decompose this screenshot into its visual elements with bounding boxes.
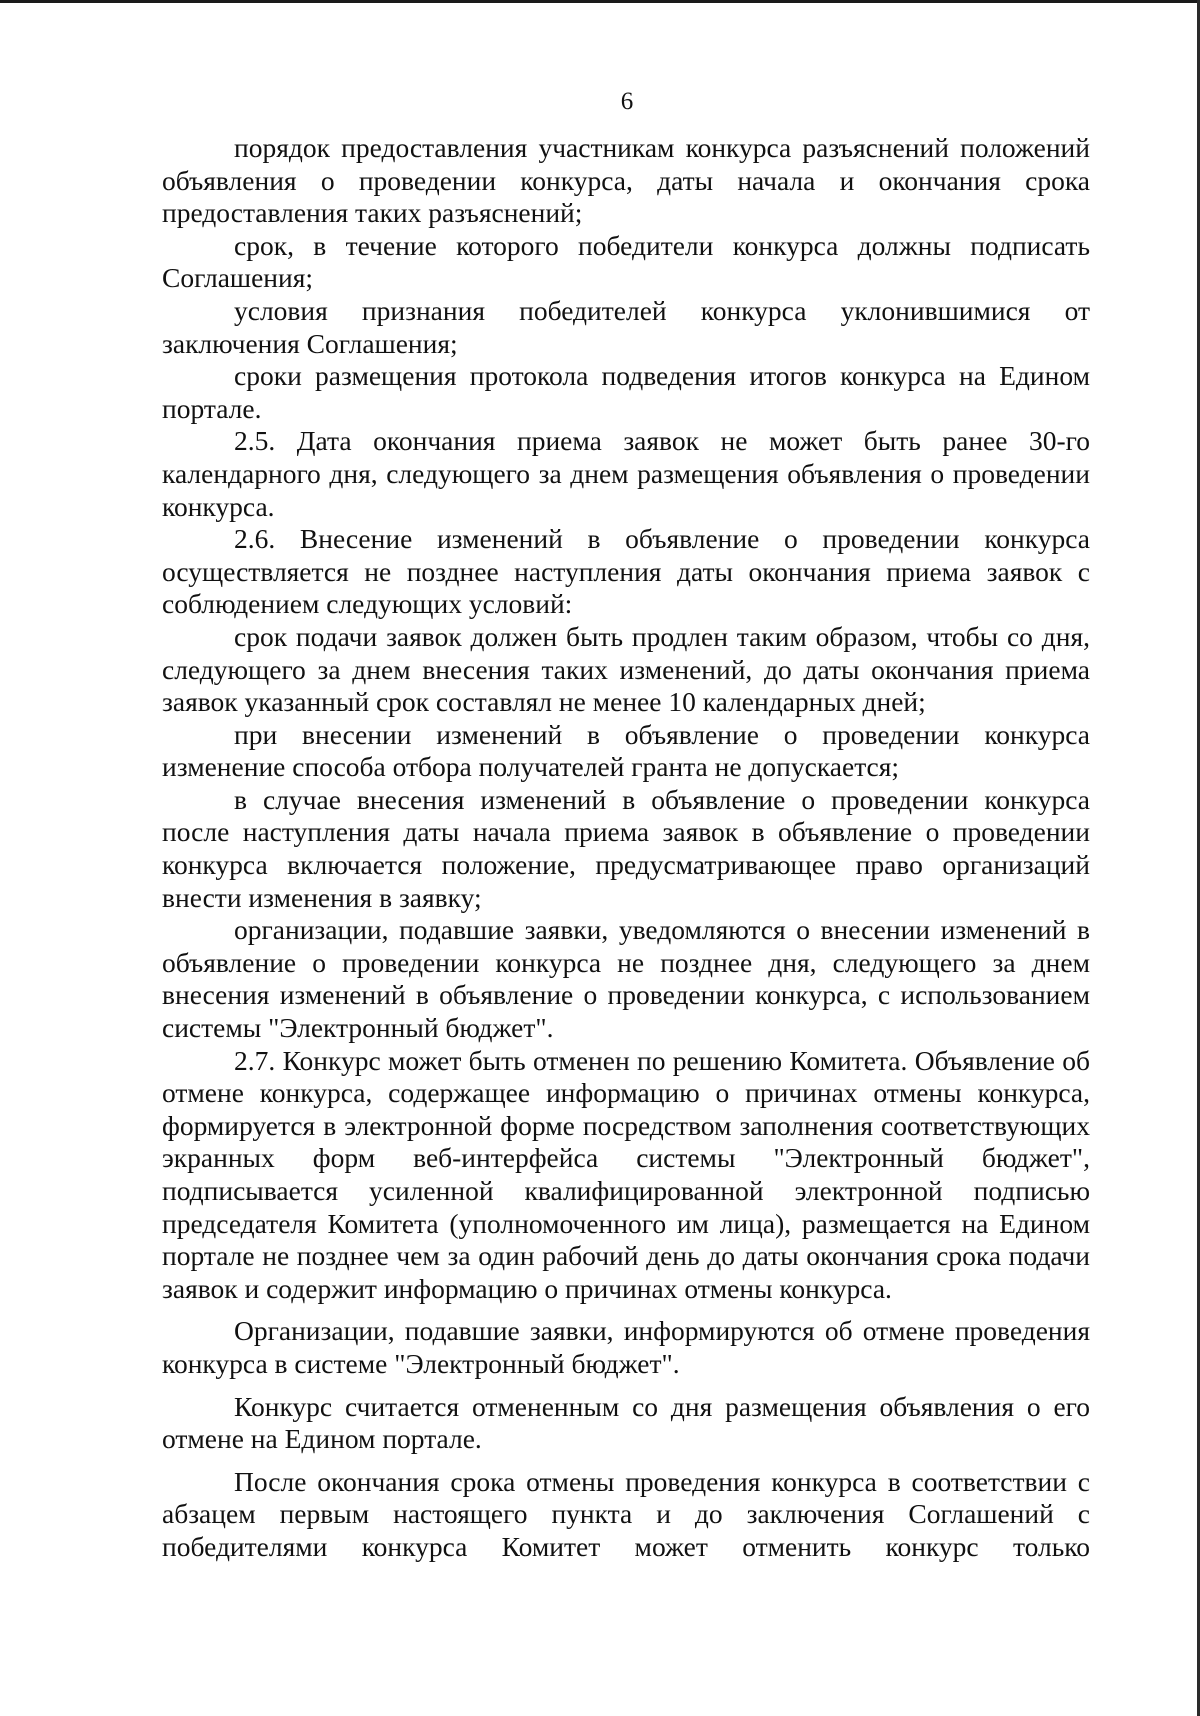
- paragraph-protocol-terms: сроки размещения протокола подведения итогов конкурса на Едином портале.: [162, 360, 1090, 424]
- paragraph-informing: Организации, подавшие заявки, информируются об отмене проведения конкурса в системе "Электронный бюджет".: [162, 1315, 1090, 1379]
- paragraph-notification: организации, подавшие заявки, уведомляются о внесении изменений в объявление о проведении конкурса не позднее дня, следующего за днем внесения изменений в объявление о проведении конкурса, с использованием системы "Электронный бюджет".: [162, 914, 1090, 1044]
- paragraph-application-changes: в случае внесения изменений в объявление о проведении конкурса после наступления даты начала приема заявок в объявление о проведении конкурса включается положение, предусматривающее право организаций внести изменения в заявку;: [162, 783, 1090, 913]
- paragraph-signing-term: срок, в течение которого победители конкурса должны подписать Соглашения;: [162, 229, 1090, 294]
- scan-top-edge: [0, 0, 1200, 3]
- paragraph-extension: срок подачи заявок должен быть продлен таким образом, чтобы со дня, следующего за днем внесения таких изменений, до даты окончания приема заявок указанный срок составлял не менее 10 календарных дней;: [162, 620, 1090, 718]
- document-body: [162, 132, 1090, 1564]
- paragraph-clarifications: порядок предоставления участникам конкурса разъяснений положений объявления о проведении конкурса, даты начала и окончания срока предоставления таких разъяснений;: [162, 132, 1090, 229]
- paragraph-2-6: 2.6. Внесение изменений в объявление о проведении конкурса осуществляется не позднее наступления даты окончания приема заявок с соблюдением следующих условий:: [162, 523, 1090, 620]
- paragraph-cancelled: Конкурс считается отмененным со дня размещения объявления о его отмене на Едином портале.: [162, 1390, 1090, 1455]
- paragraph-after-cancellation: После окончания срока отмены проведения конкурса в соответствии с абзацем первым настоящего пункта и до заключения Соглашений с победителями конкурса Комитет может отменить конкурс только: [162, 1465, 1090, 1562]
- page-number: 6: [620, 88, 634, 115]
- paragraph-method-change: при внесении изменений в объявление о проведении конкурса изменение способа отбора получателей гранта не допускается;: [162, 718, 1090, 783]
- paragraph-2-5: 2.5. Дата окончания приема заявок не может быть ранее 30-го календарного дня, следующего за днем размещения объявления о проведении конкурса.: [162, 425, 1090, 522]
- paragraph-evasion-conditions: условия признания победителей конкурса уклонившимися от заключения Соглашения;: [162, 294, 1090, 359]
- paragraph-2-7: 2.7. Конкурс может быть отменен по решению Комитета. Объявление об отмене конкурса, содержащее информацию о причинах отмены конкурса, формируется в электронной форме посредством заполнения соответствующих экранных форм веб-интерфейса системы "Электронный бюджет", подписывается усиленной квалифицированной электронной подписью председателя Комитета (уполномоченного им лица), размещается на Едином портале не позднее чем за один рабочий день до даты окончания срока подачи заявок и содержит информацию о причинах отмены конкурса.: [162, 1044, 1090, 1304]
